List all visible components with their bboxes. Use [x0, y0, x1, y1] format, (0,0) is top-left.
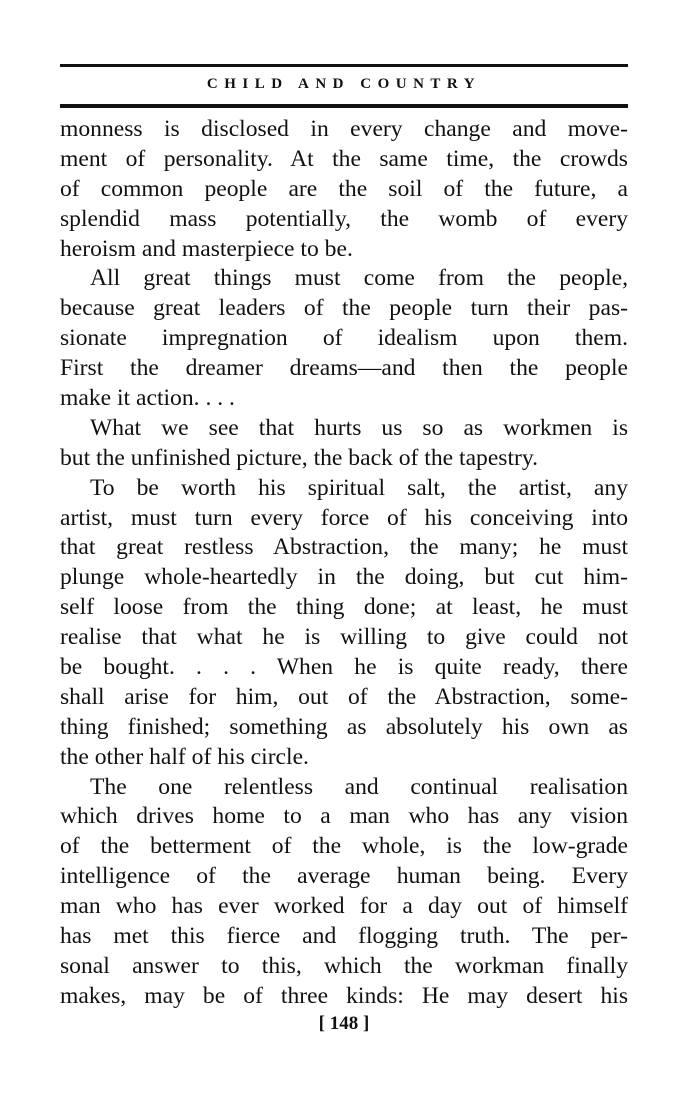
running-head: CHILD AND COUNTRY [206, 76, 482, 92]
text-line: All great things must come from the people, [90, 265, 628, 292]
text-line: realise that what he is willing to give could not [60, 624, 628, 651]
paragraph [60, 264, 628, 413]
paragraph [60, 414, 628, 474]
text-line: that great restless Abstraction, the many; he must [60, 534, 628, 561]
header-rule-bottom [60, 104, 628, 108]
text-line: artist, must turn every force of his conceiving into [60, 504, 628, 531]
text-line: because great leaders of the people turn their pas- [60, 295, 628, 322]
text-line: be bought. . . . When he is quite ready, there [60, 654, 628, 681]
text-line: thing finished; something as absolutely his own as [60, 713, 628, 740]
text-line: the other half of his circle. [60, 743, 309, 770]
text-line: ment of personality. At the same time, the crowds [60, 145, 628, 172]
text-line: has met this fierce and flogging truth. The per- [60, 923, 628, 950]
text-line: monness is disclosed in every change and move- [60, 116, 628, 142]
text-line: self loose from the thing done; at least, he must [60, 594, 628, 621]
body-text [60, 115, 628, 1012]
paragraph [60, 773, 628, 1012]
text-line: First the dreamer dreams—and then the people [60, 355, 628, 382]
text-line: heroism and masterpiece to be. [60, 235, 353, 262]
book-page [60, 0, 628, 1100]
text-line: makes, may be of three kinds: He may desert his [60, 982, 628, 1009]
text-line: man who has ever worked for a day out of himself [60, 893, 628, 920]
text-line: What we see that hurts us so as workmen is [90, 414, 628, 441]
text-line: plunge whole-heartedly in the doing, but cut him- [60, 564, 628, 591]
text-line: The one relentless and continual realisation [90, 773, 628, 800]
header-rule-top [60, 64, 628, 67]
text-line: intelligence of the average human being. Every [60, 863, 628, 890]
text-line: splendid mass potentially, the womb of every [60, 205, 628, 232]
text-line: of common people are the soil of the future, a [60, 175, 628, 202]
text-line: sionate impregnation of idealism upon them. [60, 325, 628, 352]
paragraph [60, 474, 628, 773]
text-line: shall arise for him, out of the Abstraction, some- [60, 683, 628, 710]
text-line: of the betterment of the whole, is the low-grade [60, 833, 628, 860]
page-number: [ 148 ] [318, 1013, 370, 1034]
text-line: which drives home to a man who has any vision [60, 803, 628, 830]
text-line: make it action. . . . [60, 385, 235, 412]
text-line: sonal answer to this, which the workman finally [60, 952, 628, 979]
text-line: To be worth his spiritual salt, the artist, any [90, 474, 628, 501]
paragraph [60, 115, 628, 264]
text-line: but the unfinished picture, the back of the tapestry. [60, 444, 539, 471]
